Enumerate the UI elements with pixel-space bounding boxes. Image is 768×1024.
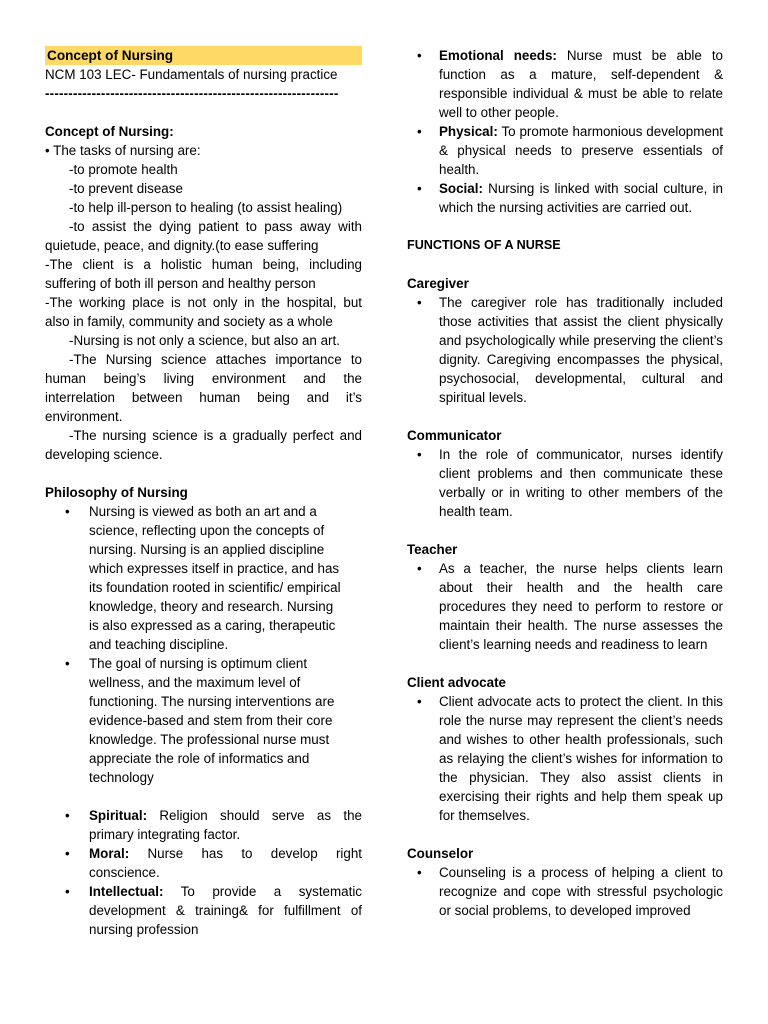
- concept-point: -The client is a holistic human being, including suffering of both ill person and healthy person: [45, 257, 362, 291]
- bullet-icon: •: [417, 865, 422, 880]
- list-item: • Nursing is viewed as both an art and a science, reflecting upon the concepts of nursing. Nursing is an applied discipline which expresses itself in practice, and has its foundation rooted in scientific/ empirical knowledge, theory and research. Nursing is also expressed as a caring, therapeutic and teaching discipline.: [65, 504, 341, 652]
- concept-point: -The Nursing science attaches importance to human being’s living environment and the interrelation between human being and it’s environment.: [45, 352, 362, 424]
- bullet-icon: •: [65, 808, 70, 823]
- list-item: • Intellectual: To provide a systematic development & training& for fulfillment of nursing profession: [65, 884, 362, 937]
- right-column: [407, 46, 723, 920]
- list-item: • Social: Nursing is linked with social culture, in which the nursing activities are carried out.: [417, 181, 723, 215]
- role-list: [407, 293, 723, 407]
- role-title: Communicator: [407, 428, 502, 443]
- concept-point: -Nursing is not only a science, but also an art.: [69, 333, 340, 348]
- bullet-icon: •: [417, 181, 422, 196]
- bullet-icon: •: [417, 447, 422, 462]
- bullet-icon: •: [417, 561, 422, 576]
- list-item: • Counseling is a process of helping a client to recognize and cope with stressful psychologic or social problems, to developed improved: [417, 865, 723, 918]
- list-item: • In the role of communicator, nurses identify client problems and then communicate these verbally or in writing to other members of the health team.: [417, 447, 723, 519]
- task-item: -to promote health: [69, 162, 178, 177]
- list-item: • The goal of nursing is optimum client wellness, and the maximum level of functioning. The nursing interventions are evidence-based and stem from their core knowledge. The professional nurse must appreciate the role of informatics and technology: [65, 656, 335, 785]
- needs-list-left: [45, 806, 362, 939]
- divider-line: ---------------------------------------------------------------: [45, 86, 339, 101]
- needs-list-right: [407, 46, 723, 217]
- document-title: Concept of Nursing: [45, 46, 362, 65]
- concept-point: -The working place is not only in the hospital, but also in family, community and society as a whole: [45, 295, 362, 329]
- role-title: Teacher: [407, 542, 458, 557]
- role-title: Client advocate: [407, 675, 506, 690]
- list-item: • Client advocate acts to protect the client. In this role the nurse may represent the client’s needs and wishes to other health professionals, such as relaying the client’s wishes for information to the physician. They also assist clients in exercising their rights and help them speak up for themselves.: [417, 694, 723, 823]
- list-item: • Emotional needs: Nurse must be able to function as a mature, self-dependent & responsible individual & must be able to relate well to other people.: [417, 48, 724, 120]
- bullet-icon: •: [65, 504, 70, 519]
- bullet-icon: •: [417, 48, 422, 63]
- philosophy-list: [45, 502, 362, 787]
- document-subtitle: NCM 103 LEC- Fundamentals of nursing practice: [45, 67, 338, 82]
- bullet-icon: •: [65, 656, 70, 671]
- bullet-icon: •: [65, 846, 70, 861]
- role-list: [407, 445, 723, 521]
- role-list: [407, 559, 723, 654]
- role-title: Counselor: [407, 846, 474, 861]
- concept-heading: Concept of Nursing:: [45, 124, 174, 139]
- role-list: [407, 863, 723, 920]
- philosophy-heading: Philosophy of Nursing: [45, 485, 188, 500]
- bullet-icon: •: [417, 694, 422, 709]
- role-title: Caregiver: [407, 276, 469, 291]
- task-item: -to assist the dying patient to pass away with quietude, peace, and dignity.(to ease suffering: [45, 219, 362, 253]
- functions-heading: FUNCTIONS OF A NURSE: [407, 238, 561, 252]
- task-item: -to help ill-person to healing (to assist healing): [69, 200, 343, 215]
- list-item: • As a teacher, the nurse helps clients learn about their health and the health care procedures they need to perform to restore or maintain their health. The nurse assesses the client’s learning needs and readiness to learn: [417, 561, 723, 652]
- concept-intro: • The tasks of nursing are:: [45, 143, 201, 158]
- left-column: [45, 46, 362, 939]
- list-item: • Physical: To promote harmonious development & physical needs to preserve essentials of health.: [417, 124, 723, 177]
- bullet-icon: •: [417, 124, 422, 139]
- role-list: [407, 692, 723, 825]
- bullet-icon: •: [65, 884, 70, 899]
- concept-point: -The nursing science is a gradually perfect and developing science.: [45, 428, 362, 462]
- list-item: • Moral: Nurse has to develop right conscience.: [65, 846, 362, 880]
- list-item: • Spiritual: Religion should serve as the primary integrating factor.: [65, 808, 362, 842]
- bullet-icon: •: [417, 295, 422, 310]
- task-item: -to prevent disease: [69, 181, 183, 196]
- list-item: • The caregiver role has traditionally included those activities that assist the client physically and psychologically while preserving the client’s dignity. Caregiving encompasses the physical, psychosocial, developmental, cultural and spiritual levels.: [417, 295, 723, 405]
